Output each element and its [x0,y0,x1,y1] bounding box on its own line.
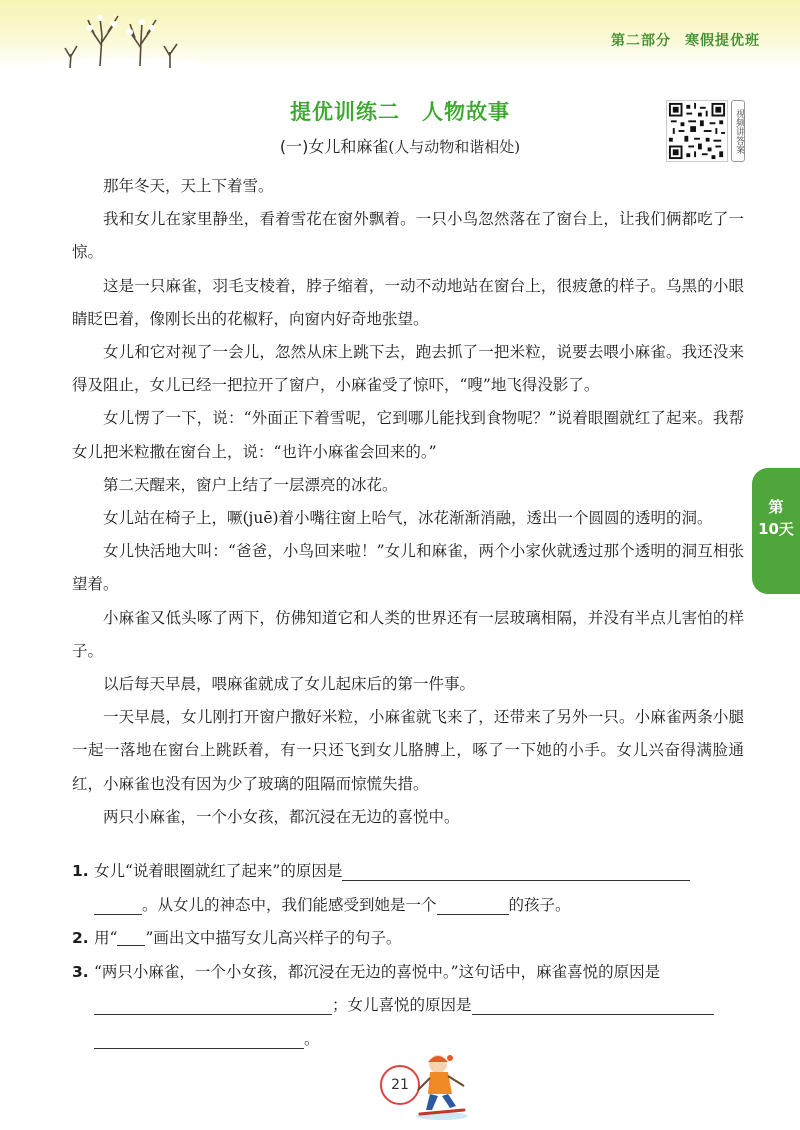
article-title-note: (人与动物和谐相处) [388,138,521,156]
header-section-label [597,30,760,50]
day-tab-label [756,496,796,540]
question-2-text-b: ”画出文中描写女儿高兴样子的句子。 [145,929,402,947]
question-1-blank-trait[interactable] [437,895,509,915]
paragraph: 我和女儿在家里静坐，看着雪花在窗外飘着。一只小鸟忽然落在了窗台上，让我们俩都吃了一惊。 [72,210,744,262]
winter-tree-illustration [40,6,210,76]
question-1-text-c: 的孩子。 [508,895,571,914]
skiing-kid-illustration [412,1050,472,1122]
paragraph: 第二天醒来，窗户上结了一层漂亮的冰花。 [103,475,398,494]
paragraph: 女儿快活地大叫：“爸爸，小鸟回来啦！”女儿和麻雀，两个小家伙就透过那个透明的洞互相张望着。 [72,542,744,594]
article-title-main: (一)女儿和麻雀 [279,137,389,156]
question-3-blank-daughter-1[interactable] [472,995,714,1015]
question-3-line-1 [72,956,752,990]
day-tab-line2: 10天 [758,520,794,538]
page-title: 提优训练二 人物故事 [290,100,510,124]
article-body [72,170,744,834]
question-2-number: 2. [72,929,89,947]
question-1-text-a: 女儿“说着眼圈就红了起来”的原因是 [94,862,343,880]
paragraph: 一天早晨，女儿刚打开窗户撒好米粒，小麻雀就飞来了，还带来了另外一只。小麻雀两条小腿一起一落地在窗台上跳跃着，有一只还飞到女儿胳膊上，啄了一下她的小手。女儿兴奋得满脸通红，小麻雀也没有因为少了玻璃的阻隔而惊慌失措。 [72,708,744,793]
question-1-blank-reason-1[interactable] [342,861,690,881]
question-1-line-1 [72,855,752,889]
question-3-blank-daughter-2[interactable] [94,1029,304,1049]
paragraph: 那年冬天，天上下着雪。 [103,177,274,195]
qr-label: 视频讲答案 [731,100,745,162]
question-2-underline-sample [117,926,145,946]
questions-section [72,855,752,1056]
question-2-text-a: 用“ [94,929,118,947]
paragraph: 女儿和它对视了一会儿，忽然从床上跳下去，跑去抓了一把米粒，说要去喂小麻雀。我还没来得及阻止，女儿已经一把拉开了窗户，小麻雀受了惊吓，“嗖”地飞得没影了。 [72,343,744,395]
question-2-line [72,922,752,956]
question-1-number: 1. [72,862,89,880]
paragraph: 这是一只麻雀，羽毛支棱着，脖子缩着，一动不动地站在窗台上，很疲惫的样子。乌黑的小眼睛眨巴着，像刚长出的花椒籽，向窗内好奇地张望。 [72,276,744,328]
question-3-number: 3. [72,962,89,981]
question-3-text-a: “两只小麻雀，一个小女孩，都沉浸在无边的喜悦中。”这句话中，麻雀喜悦的原因是 [94,962,661,981]
header-course: 寒假提优班 [685,33,760,49]
paragraph: 女儿站在椅子上，噘(juē)着小嘴往窗上哈气，冰花渐渐消融，透出一个圆圆的透明的洞。 [103,509,713,528]
question-3-blank-sparrow[interactable] [94,995,332,1015]
paragraph: 小麻雀又低头啄了两下，仿佛知道它和人类的世界还有一层玻璃相隔，并没有半点儿害怕的样子。 [72,608,744,660]
question-1-text-b: 。从女儿的神态中，我们能感受到她是一个 [142,895,437,914]
question-3-text-c: 。 [304,1029,320,1048]
qr-code[interactable] [666,100,728,162]
question-3-text-b: ；女儿喜悦的原因是 [332,996,472,1014]
question-1-blank-reason-2[interactable] [94,895,142,915]
paragraph: 女儿愣了一下，说：“外面正下着雪呢，它到哪儿能找到食物呢？”说着眼圈就红了起来。我帮女儿把米粒撒在窗台上，说：“也许小麻雀会回来的。” [72,409,744,461]
paragraph: 两只小麻雀，一个小女孩，都沉浸在无边的喜悦中。 [103,807,460,826]
page-number: 21 [380,1065,420,1105]
paragraph: 以后每天早晨，喂麻雀就成了女儿起床后的第一件事。 [103,675,476,694]
question-1-line-2 [72,889,752,923]
question-3-line-2 [72,989,752,1023]
day-tab-line1: 第 [768,498,784,516]
header-part: 第二部分 [611,33,671,49]
